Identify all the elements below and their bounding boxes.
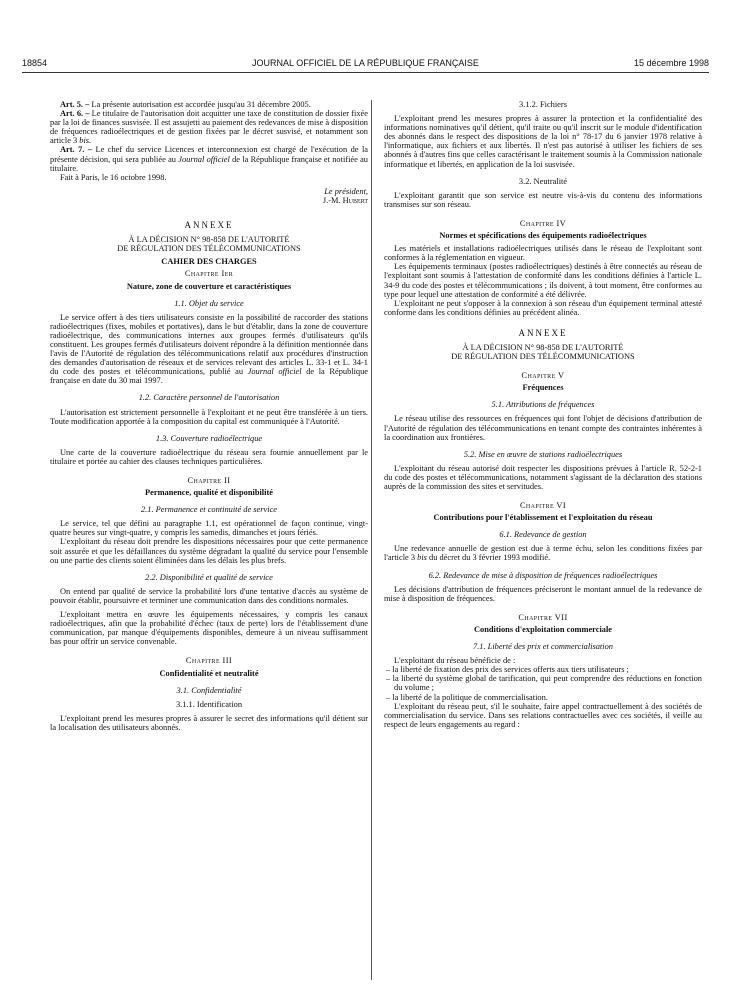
section-5-1-heading: 5.1. Attributions de fréquences [491, 400, 595, 410]
section-3-2-text: L'exploitant garantit que son service est neutre vis-à-vis du contenu des informations transmises sur son réseau. [384, 190, 702, 209]
section-3-1-2-text: L'exploitant prend les mesures propres à assurer la protection et la confidentialité des informations nominatives qu'il détient, qu'il traite ou qu'il inscrit sur le module d'identification des abonnés dans le respect des dispositions de la loi n° 78-17 du 6 janvier 1978 relative à l'informatique, aux fichiers et aux libertés. Il n'est pas autorisé à utiliser les fichiers de ses abonnés à d'autres fins que celles caractérisant le traitement soumis à la Commission nationale informatique et libertés, en application de la loi susvisée. [384, 114, 702, 169]
section-2-1-text-1: Le service, tel que défini au paragraphe 1.1, est opérationnel de façon continue, vingt-quatre heures sur vingt-quatre, y compris les samedis, dimanches et jours fériés. [50, 519, 368, 538]
section-1-2-text: L'autorisation est strictement personnelle à l'exploitant et ne peut être transférée à un tiers. Toute modification apportée à la composition du capital est communiquée à l'Autorité. [50, 407, 368, 426]
article-6: Art. 6. – Le titulaire de l'autorisation doit acquitter une taxe de constitution de dossier fixée par la loi de finances susvisée. Il est assujetti au paiement des redevances de mise à disposition de fréquences radioélectriques et de gestion fixées par le décret susvisé, et notamment son article 3 bis. [50, 109, 368, 146]
section-7-1-heading: 7.1. Liberté des prix et commercialisation [473, 642, 613, 652]
chapter-4-text-1: Les matériels et installations radioélectriques utilisés dans le réseau de l'exploitant sont conformes à la réglementation en vigueur. [384, 244, 702, 263]
signatory-role: Le président, [324, 186, 368, 196]
section-5-1-text: Le réseau utilise des ressources en fréquences qui font l'objet de décisions d'attribution de l'Autorité de régulation des télécommunications en tenant compte des contraintes inhérentes à la coordination aux frontières. [384, 414, 702, 442]
section-6-2-heading: 6.2. Redevance de mise à disposition de fréquences radioélectriques [428, 570, 658, 580]
section-3-1-heading: 3.1. Confidentialité [176, 685, 242, 695]
section-1-1-heading: 1.1. Objet du service [174, 298, 244, 308]
section-6-2-text: Les décisions d'attribution de fréquences préciseront le montant annuel de la redevance de mise à disposition de fréquences. [384, 584, 702, 603]
chapter-2-title: Permanence, qualité et disponibilité [145, 488, 273, 498]
decision-line-2: DE RÉGULATION DES TÉLÉCOMMUNICATIONS [117, 244, 301, 254]
chapter-1-title: Nature, zone de couverture et caractéristiques [126, 281, 292, 291]
column-divider [371, 100, 372, 980]
chapter-3-title: Confidentialité et neutralité [159, 668, 259, 678]
decision-line-2-b: DE RÉGULATION DES TÉLÉCOMMUNICATIONS [451, 352, 635, 362]
section-2-2-text-1: On entend par qualité de service la probabilité lors d'une tentative d'accès au système de pouvoir établir, poursuivre et terminer une communication dans des conditions normales. [50, 586, 368, 605]
section-6-1-heading: 6.1. Redevance de gestion [499, 530, 587, 540]
section-7-1-text: L'exploitant du réseau peut, s'il le souhaite, faire appel contractuellement à des sociétés de commercialisation du service. Dans ses relations contractuelles avec ces sociétés, il veille au respect de leurs engagements au regard : [384, 701, 702, 729]
section-7-1-intro: L'exploitant du réseau bénéficie de : [394, 656, 516, 666]
cahier-heading: CAHIER DES CHARGES [161, 257, 257, 267]
annexe-heading-2: ANNEXE [518, 327, 568, 338]
chapter-5-heading: Chapitre V [521, 371, 565, 381]
decision-line-1-b: À LA DÉCISION N° 98-858 DE L'AUTORITÉ [462, 342, 624, 352]
section-2-2-heading: 2.2. Disponibilité et qualité de service [145, 572, 273, 582]
right-column [384, 100, 702, 729]
chapter-5-title: Fréquences [522, 383, 564, 393]
section-1-3-text: Une carte de la couverture radioélectrique du réseau sera fournie annuellement par le titulaire et portée au cahier des clauses techniques particulières. [50, 447, 368, 466]
issue-date: 15 décembre 1998 [633, 58, 709, 68]
chapter-4-text-3: L'exploitant ne peut s'opposer à la connexion à son réseau d'un équipement terminal attesté conforme dans les conditions définies au précédent alinéa. [384, 298, 702, 317]
chapter-4-text-2: Les équipements terminaux (postes radioélectriques) destinés à être connectés au réseau de l'exploitant sont soumis à l'attestation de conformité dans les conditions définies à l'article L. 34-9 du code des postes et télécommunications ; ils doivent, à tout moment, être conformes au type pour lequel une attestation de conformité a été délivrée. [384, 262, 702, 299]
signing-place-date: Fait à Paris, le 16 octobre 1998. [60, 172, 167, 182]
chapter-7-title: Conditions d'exploitation commerciale [473, 624, 613, 634]
section-5-2-text: L'exploitant du réseau autorisé doit respecter les dispositions prévues à l'article R. 52-2-1 du code des postes et télécommunications, notamment s'agissant de la déclaration des stations auprès de la commission des sites et servitudes. [384, 463, 702, 491]
left-column [50, 100, 368, 732]
section-6-1-text: Une redevance annuelle de gestion est due à terme échu, selon les conditions fixées par l'article 3 bis du décret du 3 février 1993 modifié. [384, 544, 702, 563]
section-3-1-1-text: L'exploitant prend les mesures propres à assurer le secret des informations qu'il détient sur la localisation des utilisateurs abonnés. [50, 713, 368, 732]
section-3-2-heading: 3.2. Neutralité [518, 176, 568, 186]
section-2-1-text-2: L'exploitant du réseau doit prendre les dispositions nécessaires pour que cette permanence soit assurée et que les défaillances du système dégradant la qualité du service pour l'ensemble ou une partie des clients soient éliminées dans les délais les plus brefs. [50, 537, 368, 565]
journal-title: JOURNAL OFFICIEL DE LA RÉPUBLIQUE FRANÇAISE [252, 58, 479, 68]
decision-line-1: À LA DÉCISION N° 98-858 DE L'AUTORITÉ [128, 235, 290, 245]
chapter-6-title: Contributions pour l'établissement et l'exploitation du réseau [433, 513, 653, 523]
chapter-1-heading: Chapitre Ier [184, 269, 234, 279]
section-3-1-1-heading: 3.1.1. Identification [175, 699, 243, 709]
section-2-2-text-2: L'exploitant mettra en œuvre les équipements nécessaires, y compris les canaux radioélectriques, afin que la probabilité d'échec (taux de perte) lors de l'établissement d'une communication, par manque d'équipements disponibles, demeure à un niveau suffisamment bas pour offrir un service convenable. [50, 610, 368, 647]
annexe-heading: ANNEXE [184, 220, 234, 231]
page-header [22, 56, 709, 70]
article-7: Art. 7. – Le chef du service Licences et interconnexion est chargé de l'exécution de la présente décision, qui sera publiée au Journal officiel de la République française et notifiée au titulaire. [50, 145, 368, 173]
chapter-3-heading: Chapitre III [185, 656, 233, 666]
section-5-2-heading: 5.2. Mise en œuvre de stations radioélectriques [463, 449, 623, 459]
header-rule [22, 72, 709, 73]
page-number: 18854 [22, 58, 48, 68]
section-7-1-list [384, 665, 702, 701]
chapter-7-heading: Chapitre VII [518, 612, 568, 622]
section-2-1-heading: 2.1. Permanence et continuité de service [140, 505, 278, 515]
section-3-1-2-heading: 3.1.2. Fichiers [519, 100, 567, 109]
section-1-3-heading: 1.3. Couverture radioélectrique [155, 433, 263, 443]
section-1-1-text: Le service offert à des tiers utilisateurs consiste en la possibilité de raccorder des stations radioélectriques (fixes, mobiles et portatives), dans le but d'établir, dans la zone de couverture radioélectrique, des communications internes aux groupes fermés d'utilisateurs qu'ils constituent. Les groupes fermés d'utilisateurs doivent répondre à la définition mentionnée dans l'avis de l'Autorité de régulation des télécommunications relatif aux procédures d'instruction des demandes d'autorisation de réseaux et de services relevant des articles L. 33-1 et L. 34-1 du code des postes et télécommunications, publié au Journal officiel de la République française en date du 30 mai 1997. [50, 312, 369, 386]
chapter-4-title: Normes et spécifications des équipements radioélectriques [439, 231, 647, 241]
list-item: – la liberté de fixation des prix des services offerts aux tiers utilisateurs ; [386, 665, 629, 675]
chapter-2-heading: Chapitre II [187, 476, 231, 485]
chapter-6-heading: Chapitre VI [519, 501, 567, 511]
signatory-name: J.-M. Hubert [322, 195, 368, 205]
list-item: – la liberté de la politique de commercialisation. [386, 692, 548, 702]
section-1-2-heading: 1.2. Caractère personnel de l'autorisation [138, 393, 280, 403]
chapter-4-heading: Chapitre IV [519, 218, 567, 228]
article-5: Art. 5. – La présente autorisation est accordée jusqu'au 31 décembre 2005. [60, 100, 311, 109]
list-item: – la liberté du système global de tarification, qui peut comprendre des réductions en fonction du volume ; [386, 674, 702, 693]
